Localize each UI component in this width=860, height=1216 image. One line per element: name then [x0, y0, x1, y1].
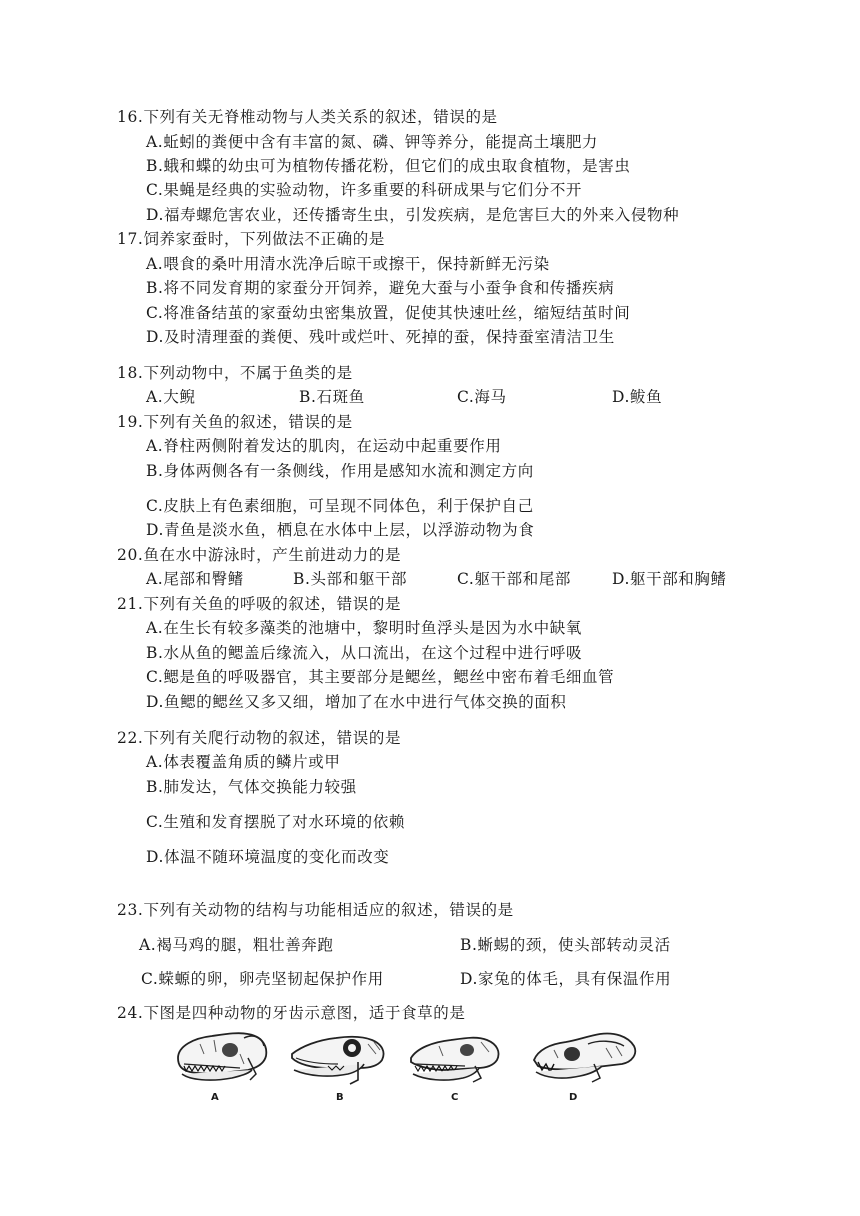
q21-option-b: B.水从鱼的鳃盖后缘流入，从口流出，在这个过程中进行呼吸	[146, 644, 583, 662]
q19-option-d: D.青鱼是淡水鱼，栖息在水体中上层，以浮游动物为食	[146, 521, 535, 539]
skull-c-icon	[405, 1024, 505, 1092]
q20-option-d: D.躯干部和胸鳍	[612, 570, 727, 588]
q19-option-a: A.脊柱两侧附着发达的肌肉，在运动中起重要作用	[146, 437, 502, 455]
q20-stem: 20.鱼在水中游泳时，产生前进动力的是	[117, 546, 402, 564]
skull-b-icon	[288, 1024, 388, 1092]
q22-option-b: B.肺发达，气体交换能力较强	[146, 778, 357, 796]
skull-c-label: C	[451, 1092, 459, 1103]
q19-option-b: B.身体两侧各有一条侧线，作用是感知水流和测定方向	[146, 462, 534, 480]
q23-option-a: A.褐马鸡的腿，粗壮善奔跑	[139, 936, 334, 954]
q22-option-c: C.生殖和发育摆脱了对水环境的依赖	[146, 813, 405, 831]
skull-d-label: D	[569, 1092, 578, 1103]
q22-option-a: A.体表覆盖角质的鳞片或甲	[146, 753, 341, 771]
q18-option-a: A.大鲵	[146, 388, 196, 406]
q18-stem: 18.下列动物中，不属于鱼类的是	[117, 364, 353, 382]
q19-option-c: C.皮肤上有色素细胞，可呈现不同体色，利于保护自己	[146, 497, 534, 515]
q18-option-c: C.海马	[457, 388, 507, 406]
q20-option-c: C.躯干部和尾部	[457, 570, 572, 588]
q16-stem: 16.下列有关无脊椎动物与人类关系的叙述，错误的是	[117, 108, 498, 126]
q22-option-d: D.体温不随环境温度的变化而改变	[146, 848, 390, 866]
q16-option-c: C.果蝇是经典的实验动物，许多重要的科研成果与它们分不开	[146, 181, 583, 199]
q21-stem: 21.下列有关鱼的呼吸的叙述，错误的是	[117, 595, 402, 613]
q23-stem: 23.下列有关动物的结构与功能相适应的叙述，错误的是	[117, 901, 514, 919]
q18-option-d: D.鲅鱼	[612, 388, 663, 406]
q21-option-a: A.在生长有较多藻类的池塘中，黎明时鱼浮头是因为水中缺氧	[146, 619, 582, 637]
q23-option-b: B.蜥蜴的颈，使头部转动灵活	[460, 936, 671, 954]
q19-stem: 19.下列有关鱼的叙述，错误的是	[117, 413, 353, 431]
skull-a-icon	[170, 1024, 270, 1092]
q17-option-a: A.喂食的桑叶用清水洗净后晾干或擦干，保持新鲜无污染	[146, 255, 550, 273]
q16-option-d: D.福寿螺危害农业，还传播寄生虫，引发疾病，是危害巨大的外来入侵物种	[146, 206, 680, 224]
q22-stem: 22.下列有关爬行动物的叙述，错误的是	[117, 729, 402, 747]
q18-option-b: B.石斑鱼	[299, 388, 365, 406]
q17-stem: 17.饲养家蚕时，下列做法不正确的是	[117, 230, 385, 248]
q17-option-b: B.将不同发育期的家蚕分开饲养，避免大蚕与小蚕争食和传播疾病	[146, 279, 615, 297]
q16-option-a: A.蚯蚓的粪便中含有丰富的氮、磷、钾等养分，能提高土壤肥力	[146, 133, 599, 151]
q21-option-c: C.鳃是鱼的呼吸器官，其主要部分是鳃丝，鳃丝中密布着毛细血管	[146, 668, 615, 686]
q23-option-d: D.家兔的体毛，具有保温作用	[460, 970, 672, 988]
skull-b-label: B	[336, 1092, 344, 1103]
q21-option-d: D.鱼鳃的鳃丝又多又细，增加了在水中进行气体交换的面积	[146, 693, 567, 711]
q24-stem: 24.下图是四种动物的牙齿示意图，适于食草的是	[117, 1004, 466, 1022]
q17-option-c: C.将准备结茧的家蚕幼虫密集放置，促使其快速吐丝，缩短结茧时间	[146, 304, 631, 322]
q16-option-b: B.蛾和蝶的幼虫可为植物传播花粉，但它们的成虫取食植物，是害虫	[146, 157, 631, 175]
q20-option-b: B.头部和躯干部	[293, 570, 408, 588]
q20-option-a: A.尾部和臀鳍	[146, 570, 244, 588]
q17-option-d: D.及时清理蚕的粪便、残叶或烂叶、死掉的蚕，保持蚕室清洁卫生	[146, 328, 615, 346]
q23-option-c: C.蝾螈的卵，卵壳坚韧起保护作用	[141, 970, 384, 988]
skull-d-icon	[528, 1024, 640, 1092]
skull-a-label: A	[211, 1092, 219, 1103]
